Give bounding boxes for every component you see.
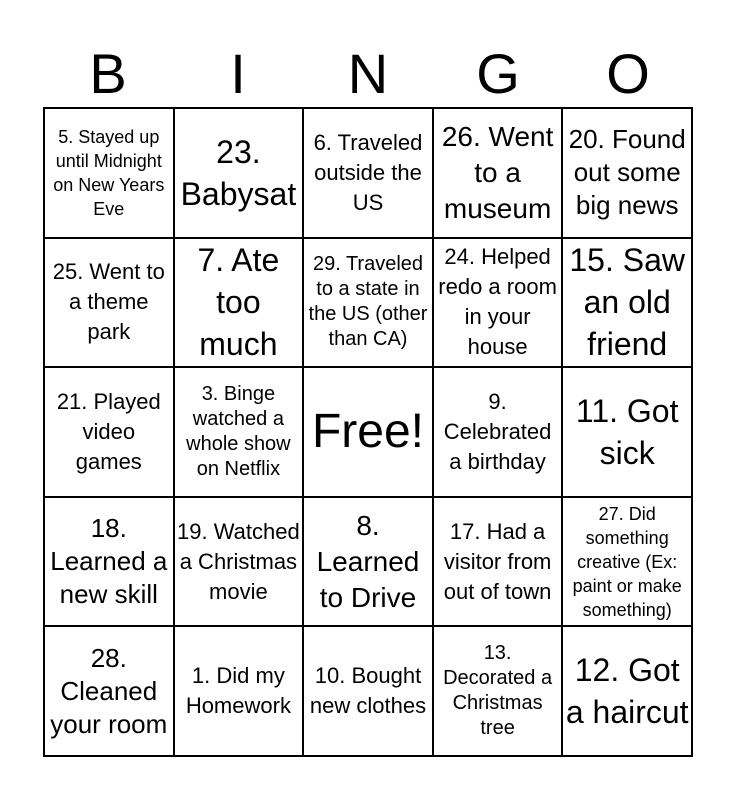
bingo-cell[interactable]	[175, 239, 305, 369]
bingo-cell-text: 17. Had a visitor from out of town	[443, 518, 552, 604]
header-letter-g: G	[476, 42, 520, 105]
bingo-cell-text: 5. Stayed up until Midnight on New Years Eve	[53, 126, 165, 219]
header-letter-i: I	[230, 42, 246, 105]
bingo-cell-text: 11. Got sick	[575, 392, 679, 471]
bingo-cell[interactable]	[304, 239, 434, 369]
bingo-cell-text: 21. Played video games	[56, 388, 161, 474]
header-letter-o: O	[606, 42, 650, 105]
bingo-cell[interactable]	[45, 627, 175, 757]
bingo-cell-text: 26. Went to a museum	[441, 120, 554, 224]
bingo-cell-text: 6. Traveled outside the US	[313, 129, 423, 215]
bingo-cell-text: 8. Learned to Drive	[316, 509, 420, 613]
bingo-cell-text: 3. Binge watched a whole show on Netflix	[186, 382, 291, 480]
bingo-cell[interactable]	[563, 109, 693, 239]
bingo-cell-text: 29. Traveled to a state in the US (other than CA)	[308, 253, 428, 351]
bingo-cell[interactable]	[45, 368, 175, 498]
bingo-cell-text: 13. Decorated a Christmas tree	[443, 642, 553, 740]
bingo-cell-text: 15. Saw an old friend	[569, 242, 685, 363]
bingo-cell[interactable]	[304, 109, 434, 239]
bingo-cell[interactable]	[434, 109, 564, 239]
bingo-cell[interactable]	[45, 109, 175, 239]
bingo-cell-text: 19. Watched a Christmas movie	[177, 518, 300, 604]
bingo-cell[interactable]	[434, 368, 564, 498]
bingo-cell[interactable]	[434, 239, 564, 369]
bingo-cell-text: 9. Celebrated a birthday	[443, 388, 552, 474]
bingo-cell-text: 23. Babysat	[180, 133, 297, 212]
bingo-cell-text: 28. Cleaned your room	[50, 642, 168, 739]
bingo-cell-text: 25. Went to a theme park	[52, 259, 165, 345]
bingo-cell-text: 12. Got a haircut	[565, 652, 689, 731]
bingo-cell-text: 27. Did something creative (Ex: paint or make something)	[572, 503, 682, 620]
bingo-header	[43, 42, 693, 106]
bingo-cell-text: 1. Did my Homework	[185, 663, 291, 719]
header-letter-n: N	[347, 42, 389, 105]
bingo-cell[interactable]	[175, 627, 305, 757]
bingo-cell[interactable]	[304, 627, 434, 757]
bingo-cell[interactable]	[563, 498, 693, 628]
bingo-cell[interactable]	[563, 368, 693, 498]
bingo-cell[interactable]	[45, 239, 175, 369]
bingo-cell[interactable]	[563, 239, 693, 369]
bingo-cell[interactable]	[45, 498, 175, 628]
bingo-cell-text: 18. Learned a new skill	[50, 513, 168, 610]
bingo-cell[interactable]	[434, 498, 564, 628]
bingo-cell[interactable]	[175, 368, 305, 498]
bingo-board	[43, 107, 693, 757]
bingo-cell[interactable]	[434, 627, 564, 757]
bingo-cell[interactable]	[175, 109, 305, 239]
free-space[interactable]	[304, 368, 434, 498]
bingo-cell[interactable]	[175, 498, 305, 628]
bingo-cell[interactable]	[304, 498, 434, 628]
header-letter-b: B	[89, 42, 127, 105]
bingo-cell-text: 20. Found out some big news	[568, 124, 686, 221]
bingo-cell-text: 10. Bought new clothes	[309, 663, 427, 719]
free-space-text: Free!	[311, 404, 424, 458]
bingo-cell[interactable]	[563, 627, 693, 757]
bingo-cell-text: 24. Helped redo a room in your house	[438, 244, 557, 360]
bingo-cell-text: 7. Ate too much	[197, 242, 280, 363]
